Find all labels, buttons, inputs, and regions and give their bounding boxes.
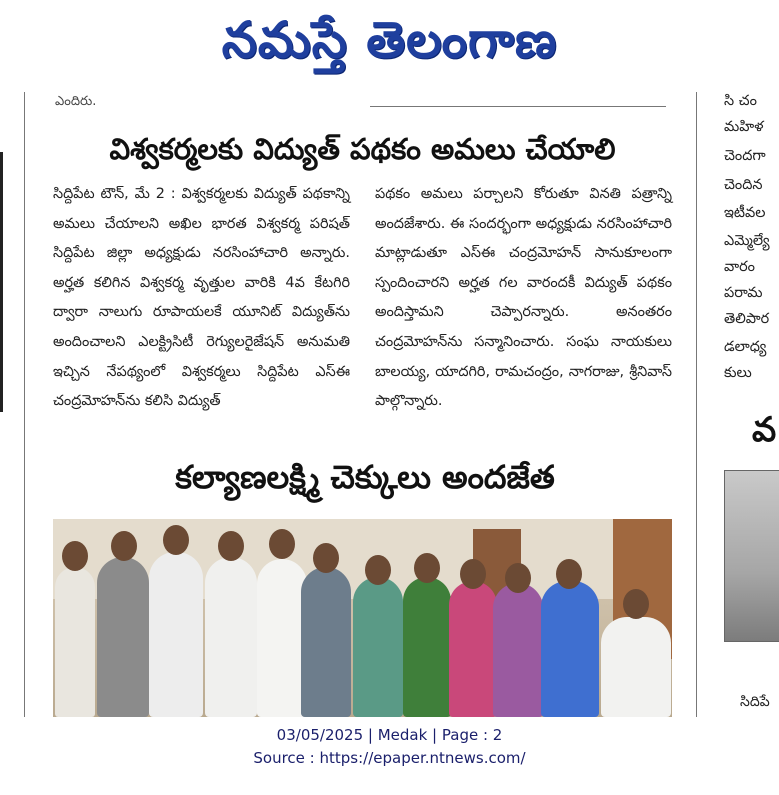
column-rule-left: [24, 92, 25, 717]
photo-person-head: [269, 529, 295, 559]
article2-photo: [53, 519, 672, 717]
footer-date-edition: 03/05/2025 | Medak | Page : 2: [276, 726, 503, 744]
photo-person-head: [460, 559, 486, 589]
left-column-fragment: [0, 92, 22, 717]
masthead: [0, 0, 779, 92]
photo-person-head: [414, 553, 440, 583]
top-left-fragment: ఎందిరు.: [55, 94, 97, 109]
photo-person-head: [313, 543, 339, 573]
right-fragment-line: మహిళ: [724, 119, 764, 135]
right-fragment-line: చెందగా: [724, 148, 766, 164]
right-fragment-line: సి చం: [724, 93, 757, 109]
right-fragment-line: చెందిన: [724, 177, 763, 193]
photo-person-head: [623, 589, 649, 619]
right-fragment-line: ఇటీవల: [724, 205, 766, 221]
photo-person: [301, 567, 351, 717]
right-fragment-line: ఎమ్మెల్యే: [724, 233, 770, 249]
photo-person: [541, 581, 599, 717]
right-fragment-line: కులు: [724, 365, 752, 381]
right-column-fragment: [700, 92, 779, 717]
photo-person: [257, 559, 307, 717]
right-fragment-photo: [724, 470, 779, 642]
right-fragment-headline: వ: [752, 410, 777, 450]
footer-source-link[interactable]: Source : https://epaper.ntnews.com/: [253, 749, 526, 767]
article1-column1: సిద్దిపేట టౌన్, మే 2 : విశ్వకర్మలకు విద్యుత్ పథకాన్ని అమలు చేయాలని అఖిల భారత విశ్వకర్మ పరిషత్ సిద్దిపేట జిల్లా అధ్యక్షుడు నరసింహాచారి అన్నారు. అర్హత కలిగిన విశ్వకర్మ వృత్తుల వారికి 4వ కేటగిరి ద్వారా నాలుగు రూపాయలకే యూనిట్ విద్యుత్‌ను అందించాలని ఎలక్ట్రిసిటీ రెగ్యులరైజేషన్ అనుమతి ఇచ్చిన నేపథ్యంలో విశ్వకర్మలు సిద్దిపేట ఎస్ఈ చంద్రమోహన్‌ను కలిసి విద్యుత్: [53, 186, 350, 410]
photo-person: [55, 567, 95, 717]
photo-person: [97, 557, 149, 717]
photo-person: [353, 577, 403, 717]
photo-person: [403, 577, 451, 717]
photo-person-head: [556, 559, 582, 589]
right-fragment-caption: సిదిపే: [740, 694, 770, 710]
column-edge-bar: [0, 152, 3, 412]
article1-headline: విశ్వకర్మలకు విద్యుత్ పథకం అమలు చేయాలి: [109, 132, 616, 166]
right-fragment-line: పరామ: [724, 285, 763, 301]
photo-person: [493, 583, 543, 717]
photo-person: [205, 557, 257, 717]
top-rule: [370, 106, 666, 107]
photo-person: [149, 552, 203, 717]
article2-headline: కల్యాణలక్ష్మి చెక్కులు అందజేత: [175, 458, 555, 496]
column-rule-right: [696, 92, 697, 717]
right-fragment-line: వారం: [724, 259, 755, 275]
photo-person-head: [365, 555, 391, 585]
newspaper-page: [0, 92, 779, 717]
right-fragment-line: తెలిపార: [724, 311, 770, 327]
article1-column2: పథకం అమలు పర్చాలని కోరుతూ వినతి పత్రాన్ని అందజేశారు. ఈ సందర్భంగా అధ్యక్షుడు నరసింహాచారి మాట్లాడుతూ ఎస్ఈ చంద్రమోహన్ సానుకూలంగా స్పందించారని అర్హత గల వారందకీ విద్యుత్ పథకం అందిస్తామని చెప్పారన్నారు. అనంతరం చంద్రమోహన్‌ను సన్మానించారు. సంఘ నాయకులు బాలయ్య, యాదగిరి, రామచంద్రం, నాగరాజు, శ్రీనివాస్ పాల్గొన్నారు.: [375, 186, 672, 410]
right-fragment-line: డలాధ్య: [724, 339, 767, 355]
photo-person-head: [163, 525, 189, 555]
photo-person: [601, 617, 671, 717]
footer: [0, 724, 779, 770]
photo-person-head: [62, 541, 88, 571]
photo-person-head: [218, 531, 244, 561]
photo-person-head: [505, 563, 531, 593]
photo-person-head: [111, 531, 137, 561]
photo-person: [449, 581, 497, 717]
masthead-title: నమస్తే తెలంగాణ: [221, 10, 558, 69]
